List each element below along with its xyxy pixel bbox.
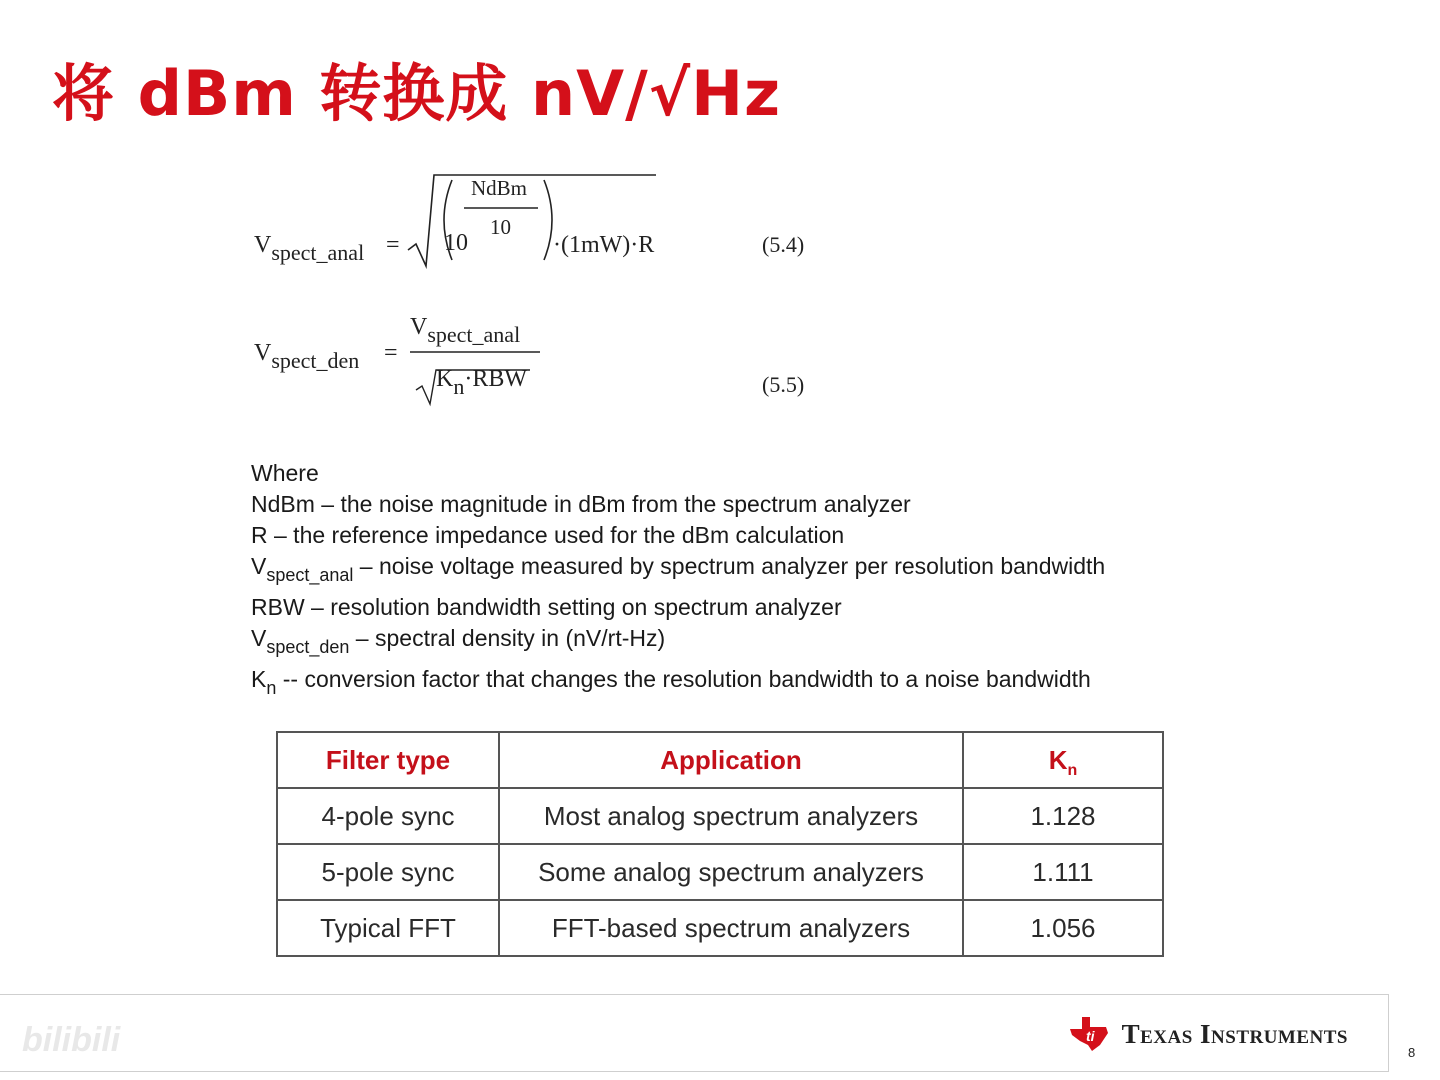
eq1-lhs: Vspect_anal (254, 232, 365, 265)
page-number: 8 (1408, 1045, 1416, 1060)
cell-kn: 1.128 (963, 788, 1163, 844)
header-filter-type: Filter type (277, 732, 499, 788)
eq2-denominator: Kn·RBW (436, 366, 528, 399)
definition-r: R – the reference impedance used for the dBm calculation (251, 522, 845, 548)
eq2-equals: = (384, 340, 398, 366)
equation-5-5 (250, 312, 850, 412)
eq1-tail: ·(1mW)·R (553, 232, 655, 258)
bilibili-watermark: bilibili (22, 1021, 121, 1059)
ti-logo (1068, 1015, 1348, 1053)
texas-state-icon (1068, 1015, 1110, 1053)
header-application: Application (499, 732, 963, 788)
eq1-base: 10 (444, 230, 468, 256)
cell-application: Most analog spectrum analyzers (499, 788, 963, 844)
table-row (277, 900, 1163, 956)
ti-brand-text: Texas Instruments (1121, 1018, 1348, 1049)
slide-title: 将 dBm 转换成 nV/√Hz (52, 57, 782, 130)
cell-kn: 1.056 (963, 900, 1163, 956)
equation-5-4 (250, 170, 850, 280)
svg-text:ti: ti (1085, 1028, 1095, 1044)
equation-number: (5.4) (762, 232, 805, 257)
table-row (277, 788, 1163, 844)
definition-rbw: RBW – resolution bandwidth setting on spectrum analyzer (251, 594, 842, 620)
definition-vspect-anal: $V_{spect\_anal}$ – noise voltage measured by spectrum analyzer per resolution bandwidth (251, 553, 1106, 585)
cell-filter: 5-pole sync (277, 844, 499, 900)
definitions-list (251, 458, 1105, 697)
cell-kn: 1.111 (963, 844, 1163, 900)
table-header-row (277, 732, 1163, 788)
cell-application: Some analog spectrum analyzers (499, 844, 963, 900)
definition-vspect-den: $V_{spect\_den}$ – spectral density in (nV/rt-Hz) (251, 625, 666, 657)
cell-filter: Typical FFT (277, 900, 499, 956)
cell-application: FFT-based spectrum analyzers (499, 900, 963, 956)
equation-number: (5.5) (762, 372, 805, 397)
filter-kn-table (276, 731, 1164, 957)
table-row (277, 844, 1163, 900)
exponent-denominator: 10 (490, 215, 511, 239)
where-label: Where (251, 460, 319, 486)
exponent-numerator: NdBm (471, 176, 528, 200)
slide-footer (0, 994, 1389, 1072)
definition-ndbm: NdBm – the noise magnitude in dBm from the spectrum analyzer (251, 491, 911, 517)
eq2-lhs: Vspect_den (254, 340, 360, 373)
header-kn: $K_n$ (963, 732, 1163, 788)
eq1-equals: = (386, 232, 400, 258)
cell-filter: 4-pole sync (277, 788, 499, 844)
eq2-numerator: Vspect_anal (410, 314, 521, 347)
definition-kn: $K_n$ -- conversion factor that changes the resolution bandwidth to a noise bandwidth (251, 666, 1091, 698)
